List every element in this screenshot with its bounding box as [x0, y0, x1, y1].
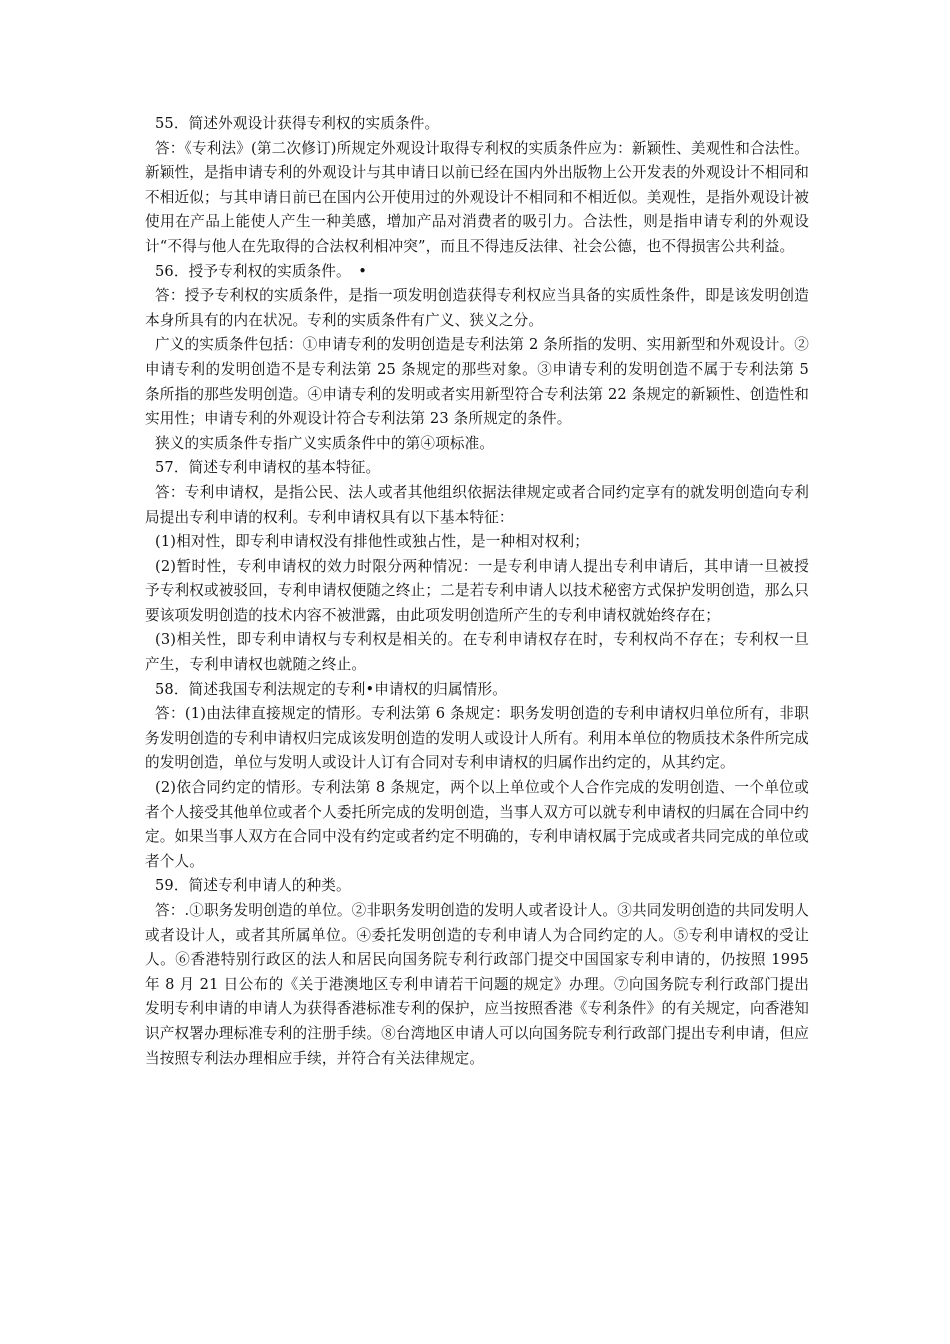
answer-59: 答：.①职务发明创造的单位。②非职务发明创造的发明人或者设计人。③共同发明创造的共同发明人或者设计人，或者其所属单位。④委托发明创造的专利申请人为合同约定的人。⑤专利申请权的受让人。⑥香港特别行政区的法人和居民向国务院专利行政部门提交中国国家专利申请的，仍按照 1995 年 8 月 21 日公布的《关于港澳地区专利申请若干问题的规定》办理。⑦向国务院专利行政部门提出发明专利申请的申请人为获得香港标准专利的保护，应当按照香港《专利条件》的有关规定，向香港知识产权署办理标准专利的注册手续。⑧台湾地区申请人可以向国务院专利行政部门提出专利申请，但应当按照专利法办理相应手续，并符合有关法律规定。	[145, 902, 809, 1067]
answer-57-item-2: (2)暂时性，专利申请权的效力时限分两种情况：一是专利申请人提出专利申请后，其申请一旦被授予专利权或被驳回，专利申请权便随之终止；二是若专利申请人以技术秘密方式保护发明创造，那么只要该项发明创造的技术内容不被泄露，由此项发明创造所产生的专利申请权就始终存在；	[145, 557, 809, 624]
answer-57-item-3: (3)相关性，即专利申请权与专利权是相关的。在专利申请权存在时，专利权尚不存在；专利权一旦产生，专利申请权也就随之终止。	[145, 631, 809, 674]
answer-58-item-2: (2)依合同约定的情形。专利法第 8 条规定，两个以上单位或个人合作完成的发明创造、一个单位或者个人接受其他单位或者个人委托所完成的发明创造，当事人双方可以就专利申请权的归属在合同中约定。如果当事人双方在合同中没有约定或者约定不明确的，专利申请权属于完成或者共同完成的单位或者个人。	[145, 779, 809, 870]
question-57-heading: 57．简述专利申请权的基本特征。	[155, 459, 381, 477]
document-body	[145, 112, 809, 1071]
answer-56-broad-conditions: 广义的实质条件包括：①申请专利的发明创造是专利法第 2 条所指的发明、实用新型和外观设计。②申请专利的发明创造不是专利法第 25 条规定的那些对象。③申请专利的发明创造不属于专利法第 5 条所指的那些发明创造。④申请专利的发明或者实用新型符合专利法第 22 条规定的新颖性、创造性和实用性；申请专利的外观设计符合专利法第 23 条所规定的条件。	[145, 336, 809, 428]
question-55-heading: 55．简述外观设计获得专利权的实质条件。	[155, 115, 440, 132]
answer-56-intro: 答：授予专利权的实质条件，是指一项发明创造获得专利权应当具备的实质性条件，即是该发明创造本身所具有的内在状况。专利的实质条件有广义、狭义之分。	[145, 287, 809, 329]
question-56-heading: 56．授予专利权的实质条件。 •	[155, 262, 367, 280]
question-58-heading: 58．简述我国专利法规定的专利•申请权的归属情形。	[155, 680, 507, 698]
question-59-heading: 59．简述专利申请人的种类。	[155, 877, 351, 895]
answer-57-item-1: (1)相对性，即专利申请权没有排他性或独占性，是一种相对权利；	[155, 533, 589, 551]
answer-57-intro: 答：专利申请权，是指公民、法人或者其他组织依据法律规定或者合同约定享有的就发明创造向专利局提出专利申请的权利。专利申请权具有以下基本特征：	[145, 483, 809, 526]
answer-56-narrow-conditions: 狭义的实质条件专指广义实质条件中的第④项标准。	[155, 434, 495, 452]
answer-58-item-1: 答：(1)由法律直接规定的情形。专利法第 6 条规定：职务发明创造的专利申请权归单位所有，非职务发明创造的专利申请权归完成该发明创造的发明人或设计人所有。利用本单位的物质技术条件所完成的发明创造，单位与发明人或设计人订有合同对专利申请权的归属作出约定的，从其约定。	[145, 705, 809, 772]
answer-55: 答：《专利法》(第二次修订)所规定外观设计取得专利权的实质条件应为：新颖性、美观性和合法性。新颖性，是指申请专利的外观设计与其申请日以前已经在国内外出版物上公开发表的外观设计不相同和不相近似；与其申请日前已在国内公开使用过的外观设计不相同和不相近似。美观性，是指外观设计被使用在产品上能使人产生一种美感，增加产品对消费者的吸引力。合法性，则是指申请专利的外观设计“不得与他人在先取得的合法权利相冲突”，而且不得违反法律、社会公德，也不得损害公共利益。	[145, 139, 809, 255]
